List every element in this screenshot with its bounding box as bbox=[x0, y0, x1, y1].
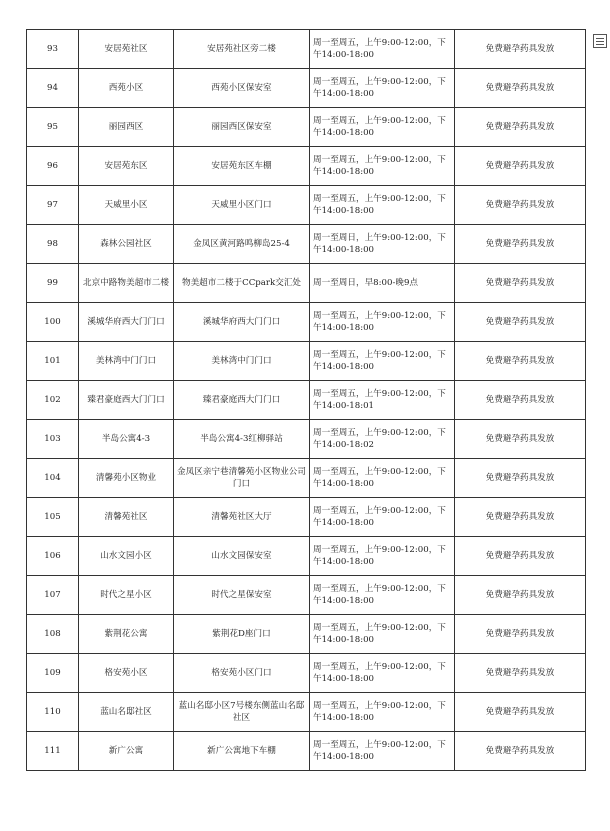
cell-service: 免费避孕药具发放 bbox=[455, 537, 586, 576]
cell-no: 104 bbox=[27, 459, 79, 498]
cell-service: 免费避孕药具发放 bbox=[455, 732, 586, 771]
cell-community: 安居苑社区 bbox=[79, 30, 174, 69]
table-row bbox=[27, 537, 586, 576]
cell-location: 天威里小区门口 bbox=[174, 186, 310, 225]
cell-location: 格安苑小区门口 bbox=[174, 654, 310, 693]
cell-no: 96 bbox=[27, 147, 79, 186]
cell-service: 免费避孕药具发放 bbox=[455, 420, 586, 459]
cell-location: 山水文园保安室 bbox=[174, 537, 310, 576]
cell-no: 98 bbox=[27, 225, 79, 264]
table-row bbox=[27, 264, 586, 303]
cell-hours: 周一至周五，上午9:00-12:00，下午14:00-18:00 bbox=[310, 459, 455, 498]
cell-community: 时代之星小区 bbox=[79, 576, 174, 615]
cell-location: 金凤区黄河路鸣柳岛25-4 bbox=[174, 225, 310, 264]
distribution-points-table bbox=[26, 29, 586, 771]
cell-community: 安居苑东区 bbox=[79, 147, 174, 186]
cell-hours: 周一至周五，上午9:00-12:00，下午14:00-18:00 bbox=[310, 303, 455, 342]
cell-hours: 周一至周五，上午9:00-12:00，下午14:00-18:00 bbox=[310, 615, 455, 654]
cell-no: 108 bbox=[27, 615, 79, 654]
cell-service: 免费避孕药具发放 bbox=[455, 225, 586, 264]
table-row bbox=[27, 69, 586, 108]
cell-no: 103 bbox=[27, 420, 79, 459]
cell-community: 美林湾中门门口 bbox=[79, 342, 174, 381]
cell-hours: 周一至周五，上午9:00-12:00，下午14:00-18:00 bbox=[310, 654, 455, 693]
cell-community: 格安苑小区 bbox=[79, 654, 174, 693]
cell-service: 免费避孕药具发放 bbox=[455, 186, 586, 225]
cell-location: 新广公寓地下车棚 bbox=[174, 732, 310, 771]
cell-hours: 周一至周五，上午9:00-12:00，下午14:00-18:00 bbox=[310, 69, 455, 108]
cell-service: 免费避孕药具发放 bbox=[455, 615, 586, 654]
cell-hours: 周一至周五，上午9:00-12:00，下午14:00-18:01 bbox=[310, 381, 455, 420]
cell-community: 紫荆花公寓 bbox=[79, 615, 174, 654]
cell-location: 紫荆花D座门口 bbox=[174, 615, 310, 654]
cell-hours: 周一至周五，上午9:00-12:00，下午14:00-18:00 bbox=[310, 537, 455, 576]
cell-hours: 周一至周日，上午9:00-12:00，下午14:00-18:00 bbox=[310, 225, 455, 264]
cell-community: 清馨苑小区物业 bbox=[79, 459, 174, 498]
cell-hours: 周一至周五，上午9:00-12:00，下午14:00-18:00 bbox=[310, 498, 455, 537]
cell-hours: 周一至周日，早8:00-晚9点 bbox=[310, 264, 455, 303]
cell-hours: 周一至周五，上午9:00-12:00，下午14:00-18:00 bbox=[310, 576, 455, 615]
cell-location: 半岛公寓4-3红柳驿站 bbox=[174, 420, 310, 459]
cell-no: 101 bbox=[27, 342, 79, 381]
table-row bbox=[27, 303, 586, 342]
cell-no: 94 bbox=[27, 69, 79, 108]
cell-hours: 周一至周五，上午9:00-12:00，下午14:00-18:00 bbox=[310, 108, 455, 147]
cell-location: 溪城华府西大门门口 bbox=[174, 303, 310, 342]
cell-location: 金凤区亲宁巷清馨苑小区物业公司门口 bbox=[174, 459, 310, 498]
cell-no: 111 bbox=[27, 732, 79, 771]
table-row bbox=[27, 147, 586, 186]
cell-hours: 周一至周五，上午9:00-12:00，下午14:00-18:00 bbox=[310, 732, 455, 771]
cell-hours: 周一至周五，上午9:00-12:00，下午14:00-18:00 bbox=[310, 147, 455, 186]
cell-service: 免费避孕药具发放 bbox=[455, 303, 586, 342]
cell-community: 丽园西区 bbox=[79, 108, 174, 147]
cell-service: 免费避孕药具发放 bbox=[455, 264, 586, 303]
cell-service: 免费避孕药具发放 bbox=[455, 147, 586, 186]
cell-community: 山水文园小区 bbox=[79, 537, 174, 576]
table-row bbox=[27, 108, 586, 147]
cell-hours: 周一至周五，上午9:00-12:00，下午14:00-18:00 bbox=[310, 342, 455, 381]
cell-no: 93 bbox=[27, 30, 79, 69]
cell-community: 臻君豪庭西大门门口 bbox=[79, 381, 174, 420]
cell-service: 免费避孕药具发放 bbox=[455, 381, 586, 420]
cell-service: 免费避孕药具发放 bbox=[455, 693, 586, 732]
cell-no: 105 bbox=[27, 498, 79, 537]
cell-no: 102 bbox=[27, 381, 79, 420]
cell-hours: 周一至周五，上午9:00-12:00，下午14:00-18:02 bbox=[310, 420, 455, 459]
table-row bbox=[27, 654, 586, 693]
cell-hours: 周一至周五，上午9:00-12:00，下午14:00-18:00 bbox=[310, 186, 455, 225]
cell-no: 95 bbox=[27, 108, 79, 147]
cell-service: 免费避孕药具发放 bbox=[455, 30, 586, 69]
cell-no: 109 bbox=[27, 654, 79, 693]
cell-location: 美林湾中门门口 bbox=[174, 342, 310, 381]
table-body bbox=[27, 30, 586, 771]
cell-location: 物美超市二楼于CCpark交汇处 bbox=[174, 264, 310, 303]
cell-service: 免费避孕药具发放 bbox=[455, 576, 586, 615]
table-row bbox=[27, 225, 586, 264]
table-row bbox=[27, 342, 586, 381]
table-row bbox=[27, 420, 586, 459]
cell-location: 臻君豪庭西大门门口 bbox=[174, 381, 310, 420]
cell-service: 免费避孕药具发放 bbox=[455, 342, 586, 381]
cell-hours: 周一至周五，上午9:00-12:00，下午14:00-18:00 bbox=[310, 693, 455, 732]
cell-no: 97 bbox=[27, 186, 79, 225]
table-row bbox=[27, 459, 586, 498]
cell-location: 蓝山名邸小区7号楼东侧蓝山名邸社区 bbox=[174, 693, 310, 732]
cell-community: 蓝山名邸社区 bbox=[79, 693, 174, 732]
table-row bbox=[27, 498, 586, 537]
cell-service: 免费避孕药具发放 bbox=[455, 459, 586, 498]
table-row bbox=[27, 732, 586, 771]
table-row bbox=[27, 186, 586, 225]
cell-community: 北京中路物美超市二楼 bbox=[79, 264, 174, 303]
table-row bbox=[27, 576, 586, 615]
cell-location: 安居苑社区旁二楼 bbox=[174, 30, 310, 69]
cell-no: 110 bbox=[27, 693, 79, 732]
cell-location: 时代之星保安室 bbox=[174, 576, 310, 615]
cell-no: 106 bbox=[27, 537, 79, 576]
cell-service: 免费避孕药具发放 bbox=[455, 498, 586, 537]
cell-service: 免费避孕药具发放 bbox=[455, 654, 586, 693]
cell-location: 清馨苑社区大厅 bbox=[174, 498, 310, 537]
cell-community: 清馨苑社区 bbox=[79, 498, 174, 537]
table-row bbox=[27, 693, 586, 732]
cell-no: 99 bbox=[27, 264, 79, 303]
cell-community: 森林公园社区 bbox=[79, 225, 174, 264]
cell-no: 107 bbox=[27, 576, 79, 615]
cell-service: 免费避孕药具发放 bbox=[455, 69, 586, 108]
cell-location: 安居苑东区车棚 bbox=[174, 147, 310, 186]
cell-community: 新广公寓 bbox=[79, 732, 174, 771]
cell-hours: 周一至周五，上午9:00-12:00，下午14:00-18:00 bbox=[310, 30, 455, 69]
cell-location: 西苑小区保安室 bbox=[174, 69, 310, 108]
table-row bbox=[27, 30, 586, 69]
table-row bbox=[27, 615, 586, 654]
document-view-icon[interactable] bbox=[593, 34, 607, 48]
cell-community: 溪城华府西大门门口 bbox=[79, 303, 174, 342]
cell-community: 天威里小区 bbox=[79, 186, 174, 225]
cell-no: 100 bbox=[27, 303, 79, 342]
cell-service: 免费避孕药具发放 bbox=[455, 108, 586, 147]
cell-location: 丽园西区保安室 bbox=[174, 108, 310, 147]
cell-community: 西苑小区 bbox=[79, 69, 174, 108]
cell-community: 半岛公寓4-3 bbox=[79, 420, 174, 459]
table-row bbox=[27, 381, 586, 420]
